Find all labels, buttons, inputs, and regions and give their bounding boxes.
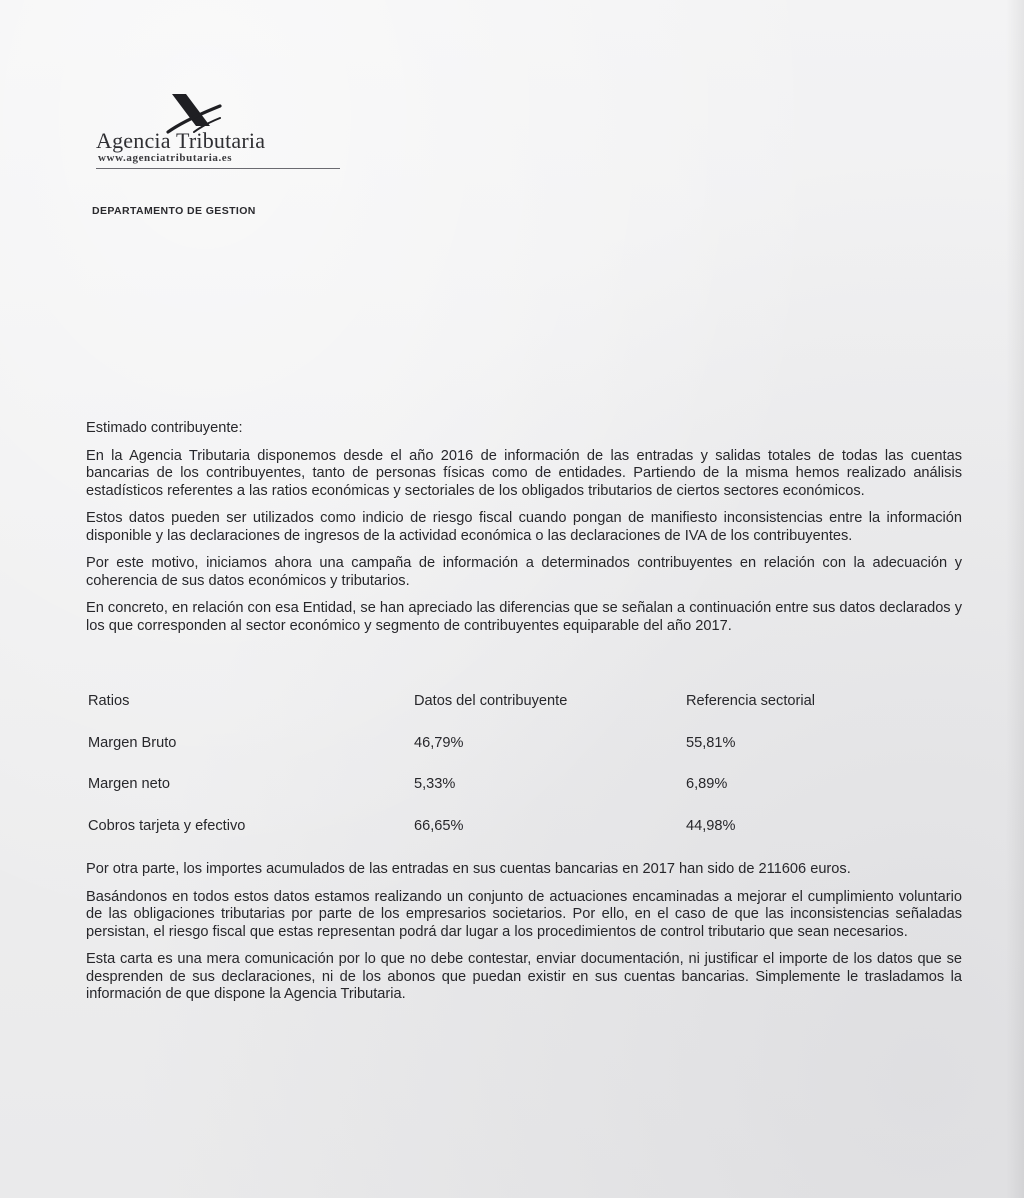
- ratio-name: Margen Bruto: [88, 734, 177, 751]
- paragraph-intro: En la Agencia Tributaria disponemos desde el año 2016 de información de las entradas y salidas totales de todas las cuentas bancarias de los contribuyentes, tanto de personas físicas como de entidades. Partiendo de la misma hemos realizado análisis estadísticos referentes a las ratios económicas y sectoriales de los obligados tributarios de ciertos sectores económicos.: [86, 447, 962, 499]
- table-row: [88, 818, 848, 860]
- ratios-table: [88, 693, 848, 859]
- paragraph-no-reply: Esta carta es una mera comunicación por lo que no debe contestar, enviar documentación, ni justificar el importe de los datos que se desprenden de sus declaraciones, ni de los abonos que puedan existir en sus cuentas bancarias. Simplemente le trasladamos la información de que dispone la Agencia Tributaria.: [86, 951, 962, 1002]
- table-row: [88, 776, 848, 818]
- agency-name: Agencia Tributaria: [96, 128, 266, 153]
- paragraph-differences: En concreto, en relación con esa Entidad, se han apreciado las diferencias que se señalan a continuación entre sus datos declarados y los que corresponden al sector económico y segmento de contribuyentes equiparable del año 2017.: [86, 600, 962, 634]
- header-ratios: Ratios: [88, 693, 130, 709]
- taxpayer-value: 66,65%: [414, 817, 464, 834]
- department-label: DEPARTAMENTO DE GESTION: [92, 205, 256, 217]
- table-row: [88, 735, 848, 777]
- agency-url: www.agenciatributaria.es: [98, 152, 233, 164]
- paragraph-bank-amount: Por otra parte, los importes acumulados de las entradas en sus cuentas bancarias en 2017 han sido de 211606 euros.: [86, 861, 851, 877]
- sector-value: 6,89%: [686, 776, 728, 792]
- taxpayer-value: 5,33%: [414, 776, 456, 792]
- salutation: Estimado contribuyente:: [86, 420, 243, 436]
- ratio-name: Margen neto: [88, 776, 170, 792]
- page-edge-shadow: [1006, 0, 1024, 1198]
- header-rule: [96, 168, 340, 169]
- taxpayer-value: 46,79%: [414, 734, 464, 751]
- header-sector-reference: Referencia sectorial: [686, 693, 815, 709]
- header-taxpayer-data: Datos del contribuyente: [414, 693, 568, 709]
- letter-body: [86, 420, 962, 645]
- paragraph-actions: Basándonos en todos estos datos estamos realizando un conjunto de actuaciones encaminadas a mejorar el cumplimiento voluntario de las obligaciones tributarias por parte de los empresarios societarios. Por ello, en el caso de que las inconsistencias señaladas persistan, el riesgo fiscal que estas representan podrá dar lugar a los procedimientos de control tributario que sean necesarios.: [86, 888, 962, 940]
- ratio-name: Cobros tarjeta y efectivo: [88, 817, 246, 834]
- paragraph-risk: Estos datos pueden ser utilizados como indicio de riesgo fiscal cuando pongan de manifiesto inconsistencias entre la información disponible y las declaraciones de ingresos de la actividad económica o las declaraciones de IVA de los contribuyentes.: [86, 510, 962, 544]
- letter-closing: [86, 861, 962, 1014]
- paragraph-campaign: Por este motivo, iniciamos ahora una campaña de información a determinados contribuyentes en relación con la adecuación y coherencia de sus datos económicos y tributarios.: [86, 555, 962, 589]
- sector-value: 44,98%: [686, 817, 736, 834]
- table-header-row: [88, 693, 848, 735]
- sector-value: 55,81%: [686, 734, 736, 751]
